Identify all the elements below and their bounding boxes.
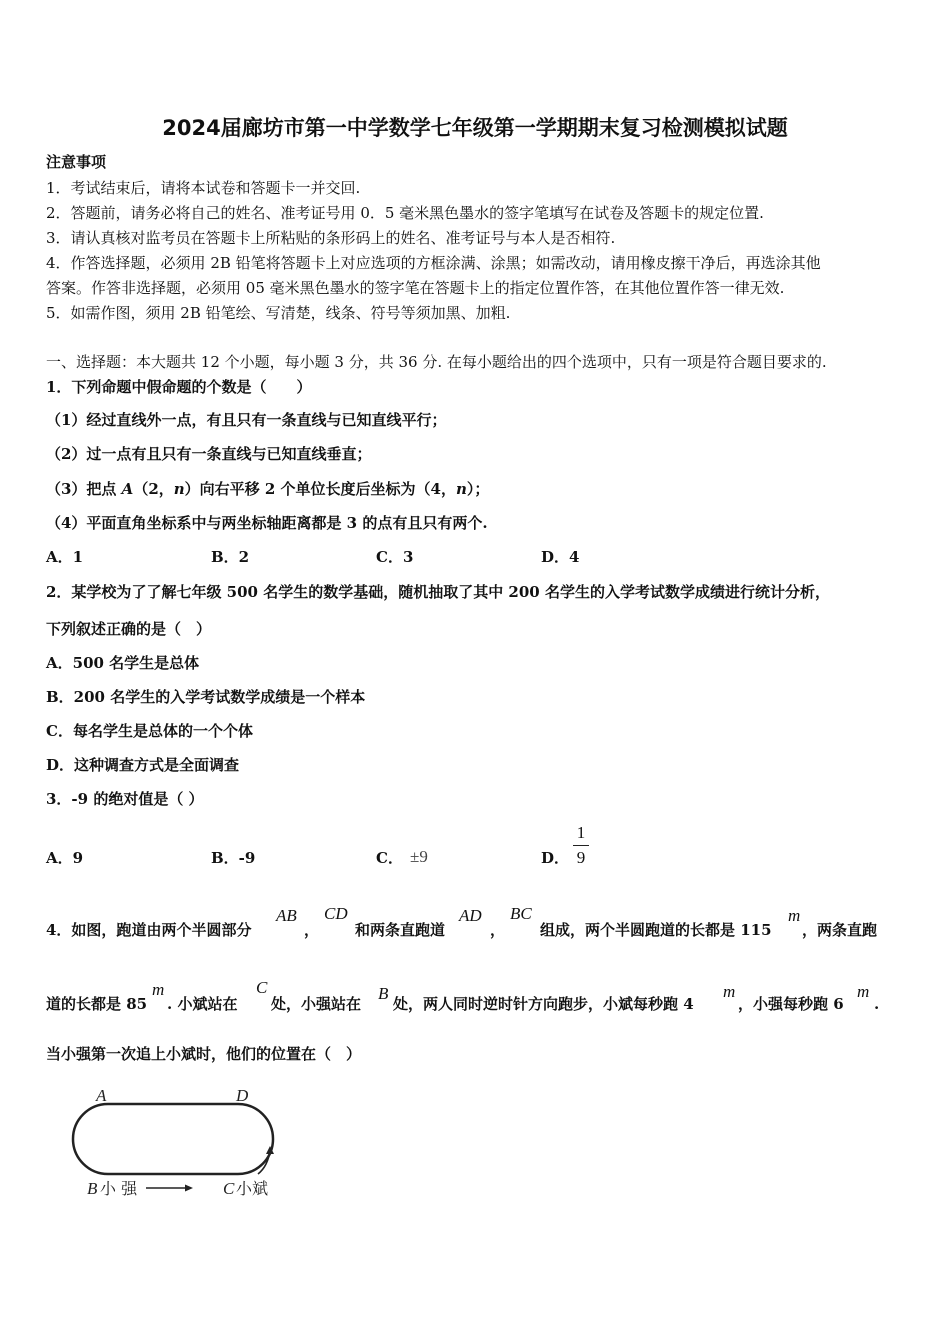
math-c: C [256, 978, 268, 997]
running-track [73, 1104, 273, 1174]
notes-heading: 注意事项 [46, 153, 107, 171]
math-ad: AD [459, 906, 482, 925]
note-item: 答案。作答非选择题，必须用 05 毫米黑色墨水的签字笔在答题卡上的指定位置作答，在其他位置作答一律无效. [46, 279, 785, 297]
question-4-stem-part: 组成，两个半圆跑道的长都是 115 [540, 921, 772, 939]
question-4-stem-part: 和两条直跑道 [355, 921, 446, 939]
q1-statement-4: （4）平面直角坐标系中与两坐标轴距离都是 3 的点有且只有两个. [46, 514, 488, 532]
question-4-stem-part: . 小斌站在 [167, 995, 238, 1013]
note-item: 1．考试结束后，请将本试卷和答题卡一并交回. [46, 179, 361, 197]
math-bc: BC [510, 904, 532, 923]
track-figure [60, 1082, 300, 1207]
q3-option-b: B．-9 [211, 849, 256, 867]
label-xiaoqiang: 小 强 [100, 1179, 138, 1198]
fraction-bar [573, 845, 589, 846]
label-c: C [223, 1179, 235, 1198]
q3-option-d-fraction [573, 823, 589, 868]
note-item: 4．作答选择题，必须用 2B 铅笔将答题卡上对应选项的方框涂满、涂黑；如需改动，请用橡皮擦干净后，再选涂其他 [46, 254, 821, 272]
q1-option-b: B．2 [211, 548, 250, 566]
label-b: B [87, 1179, 98, 1198]
q3-option-a: A．9 [46, 849, 84, 867]
math-unit-m: m [857, 982, 870, 1001]
q2-option-b: B．200 名学生的入学考试数学成绩是一个样本 [46, 688, 366, 706]
question-4-stem-part: 处，两人同时逆时针方向跑步，小斌每秒跑 4 [393, 995, 694, 1013]
q1-statement-3: （3）把点 A（2，n）向右平移 2 个单位长度后坐标为（4，n）； [46, 480, 490, 498]
question-1-stem: 1．下列命题中假命题的个数是（ ） [46, 378, 312, 396]
question-4-stem-part: ，小强每秒跑 6 [738, 995, 844, 1013]
q3-option-c-math: ±9 [410, 847, 428, 866]
q3-option-c: C． [376, 849, 403, 867]
q1-statement-2: （2）过一点有且只有一条直线与已知直线垂直； [46, 445, 372, 463]
question-3-stem: 3．-9 的绝对值是（ ） [46, 790, 204, 808]
arrow-head [185, 1185, 193, 1192]
math-unit-m: m [723, 982, 736, 1001]
fraction-denominator: 9 [576, 848, 586, 867]
fraction-numerator: 1 [576, 823, 586, 842]
label-d: D [236, 1086, 249, 1105]
q3-option-d: D． [541, 849, 570, 867]
q2-option-d: D．这种调查方式是全面调查 [46, 756, 240, 774]
period: . [874, 995, 880, 1013]
q1-option-c: C．3 [376, 548, 414, 566]
question-4-stem-part: 处，小强站在 [271, 995, 362, 1013]
math-unit-m: m [788, 906, 801, 925]
section-heading: 一、选择题：本大题共 12 个小题，每小题 3 分，共 36 分. 在每小题给出的四个选项中，只有一项是符合题目要求的. [46, 353, 827, 371]
label-xiaobin: 小斌 [236, 1179, 269, 1198]
note-item: 2．答题前，请务必将自己的姓名、准考证号用 0．5 毫米黑色墨水的签字笔填写在试卷及答题卡的规定位置. [46, 204, 764, 222]
question-4-stem-part: 当小强第一次追上小斌时，他们的位置在（ ） [46, 1045, 362, 1063]
q1-statement-1: （1）经过直线外一点，有且只有一条直线与已知直线平行； [46, 411, 447, 429]
page-title: 2024届廊坊市第一中学数学七年级第一学期期末复习检测模拟试题 [162, 116, 788, 140]
note-item: 3．请认真核对监考员在答题卡上所粘贴的条形码上的姓名、准考证号与本人是否相符. [46, 229, 616, 247]
math-unit-m: m [152, 980, 165, 999]
note-item: 5．如需作图，须用 2B 铅笔绘、写清楚，线条、符号等须加黑、加粗. [46, 304, 511, 322]
question-4-stem-part: 道的长都是 85 [46, 995, 148, 1013]
comma: ， [490, 921, 506, 939]
label-a: A [96, 1086, 107, 1105]
question-4-stem-part: ，两条直跑 [802, 921, 878, 939]
math-ab: AB [276, 906, 297, 925]
q1-option-d: D．4 [541, 548, 580, 566]
math-cd: CD [324, 904, 348, 923]
question-2-stem: 2．某学校为了了解七年级 500 名学生的数学基础，随机抽取了其中 200 名学生的入学考试数学成绩进行统计分析， [46, 583, 830, 601]
question-2-stem-cont: 下列叙述正确的是（ ） [46, 620, 212, 638]
math-b: B [378, 984, 389, 1003]
q2-option-a: A．500 名学生是总体 [46, 654, 200, 672]
question-4-stem-part: 4．如图，跑道由两个半圆部分 [46, 921, 252, 939]
q2-option-c: C．每名学生是总体的一个个体 [46, 722, 253, 740]
q1-option-a: A．1 [46, 548, 84, 566]
comma: ， [304, 921, 320, 939]
